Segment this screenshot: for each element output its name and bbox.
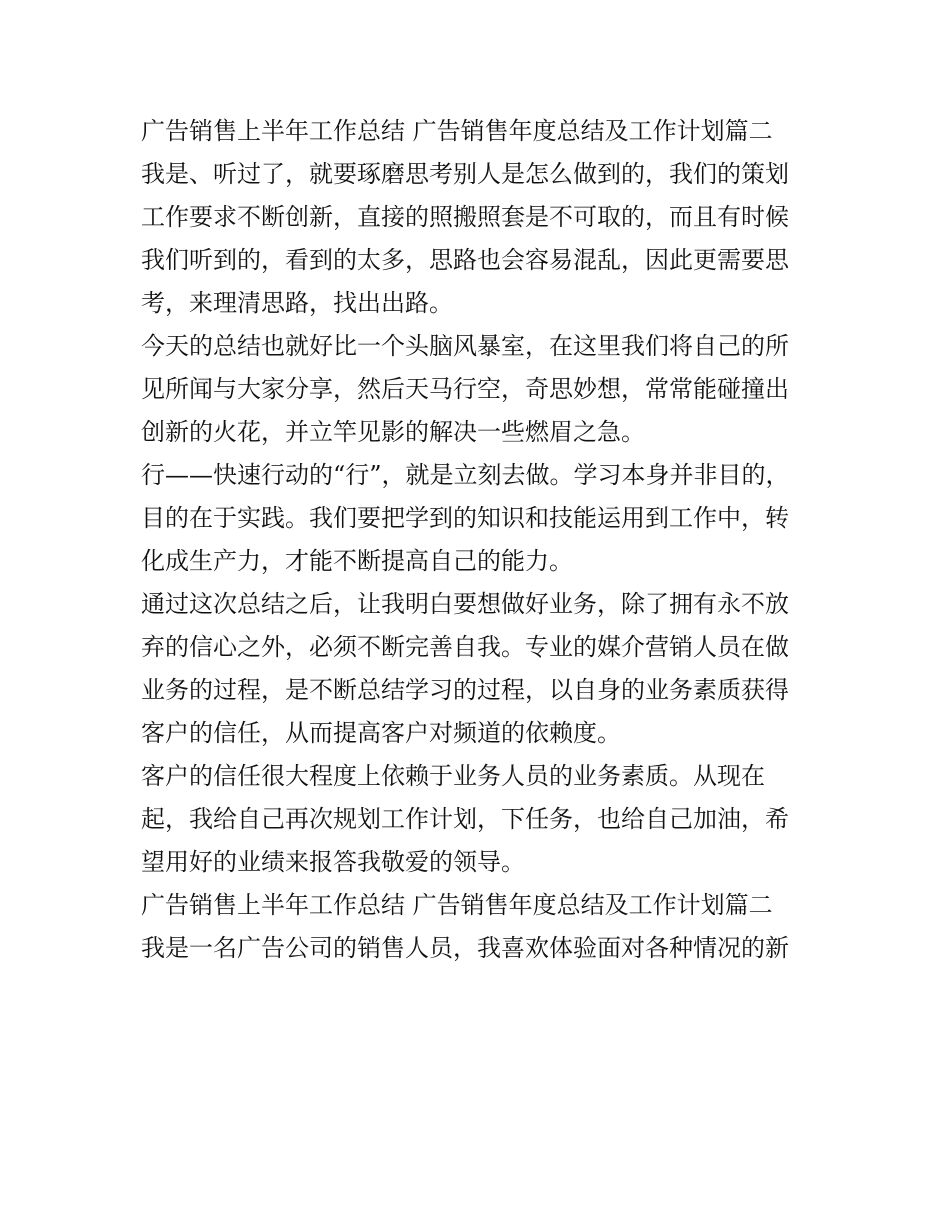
text-line: 化成生产力，才能不断提高自己的能力。 — [141, 547, 573, 575]
text-line: 起，我给自己再次规划工作计划，下任务，也给自己加油，希 — [141, 805, 789, 833]
text-line: 见所闻与大家分享，然后天马行空，奇思妙想，常常能碰撞出 — [141, 375, 789, 403]
document-body — [141, 110, 813, 970]
text-line: 今天的总结也就好比一个头脑风暴室，在这里我们将自己的所 — [141, 332, 789, 360]
text-line: 客户的信任很大程度上依赖于业务人员的业务素质。从现在 — [141, 762, 765, 790]
text-line: 广告销售上半年工作总结 广告销售年度总结及工作计划篇二 — [141, 891, 773, 919]
text-line: 弃的信心之外，必须不断完善自我。专业的媒介营销人员在做 — [141, 633, 789, 661]
text-line: 我是、听过了，就要琢磨思考别人是怎么做到的，我们的策划 — [141, 160, 789, 188]
text-line: 通过这次总结之后，让我明白要想做好业务，除了拥有永不放 — [141, 590, 789, 618]
text-line: 望用好的业绩来报答我敬爱的领导。 — [141, 848, 525, 876]
text-line: 考，来理清思路，找出出路。 — [141, 289, 453, 317]
text-line: 目的在于实践。我们要把学到的知识和技能运用到工作中，转 — [141, 504, 789, 532]
text-line: 客户的信任，从而提高客户对频道的依赖度。 — [141, 719, 621, 747]
text-line: 我们听到的，看到的太多，思路也会容易混乱，因此更需要思 — [141, 246, 789, 274]
text-line: 创新的火花，并立竿见影的解决一些燃眉之急。 — [141, 418, 645, 446]
text-line: 业务的过程，是不断总结学习的过程，以自身的业务素质获得 — [141, 676, 789, 704]
text-line: 我是一名广告公司的销售人员，我喜欢体验面对各种情况的新 — [141, 934, 789, 962]
text-line: 工作要求不断创新，直接的照搬照套是不可取的，而且有时候 — [141, 203, 789, 231]
text-line: 广告销售上半年工作总结 广告销售年度总结及工作计划篇二 — [141, 117, 773, 145]
text-line: 行——快速行动的“行”，就是立刻去做。学习本身并非目的， — [141, 461, 790, 489]
